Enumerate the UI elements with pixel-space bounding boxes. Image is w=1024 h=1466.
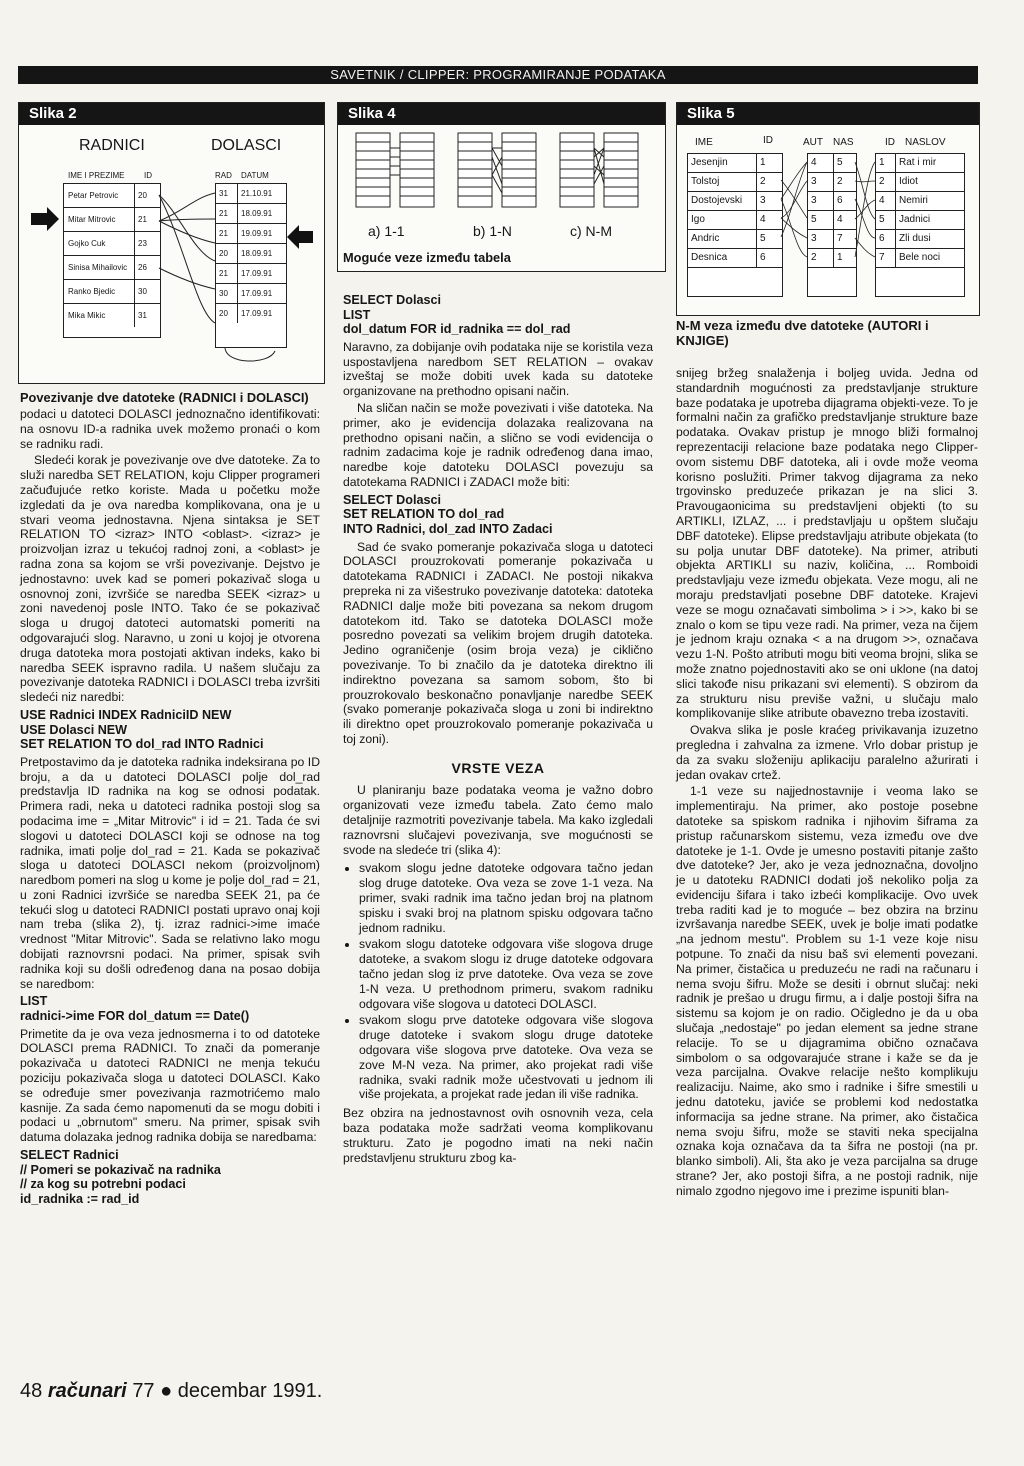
col1-code-1	[20, 708, 320, 752]
link-line	[492, 175, 502, 193]
col1-code-3	[20, 1148, 320, 1206]
cell-nas: 1	[837, 252, 843, 263]
figure-4	[337, 102, 666, 272]
figure-4-title: Slika 4	[338, 103, 665, 125]
column-3	[676, 366, 978, 1201]
column-1	[20, 390, 320, 1209]
radnici-col-id: ID	[144, 171, 152, 180]
code-line: radnici->ime FOR dol_datum == Date()	[20, 1009, 250, 1024]
code-line: id_radnika := rad_id	[20, 1191, 140, 1206]
cell-id: 5	[876, 211, 896, 229]
col2-para-5: Bez obzira na jednostavnost ovih osnovnih veza, cela baza podataka može sadržati veoma komplikovanu strukturu. Zato je pogodno imati na neki način predstavljenu strukturu zbog ka-	[343, 1106, 653, 1165]
dolasci-col-datum: DATUM	[241, 171, 269, 180]
cell-naslov: Bele noci	[899, 252, 941, 263]
figure-4-caption: Moguće veze između tabela	[343, 250, 511, 265]
cell-id: 1	[876, 154, 896, 172]
figure-2	[18, 102, 325, 384]
fig5-col-id2: ID	[885, 137, 895, 148]
cell-name: Ranko Bjedic	[64, 279, 135, 303]
page-number: 48	[20, 1380, 43, 1402]
cell-datum: 17.09.91	[238, 263, 286, 283]
col1-para-2: Sledeći korak je povezivanje ove dve datoteke. Za to služi naredba SET RELATION, koju Clipper programeri začuđujuće retko koriste. Mada u početku može izgledati da je ova naredba komplikovana, ona je u stvari veoma jednostavna. Njena sintaksa je SET RELATION TO <izraz> INTO <oblast>. <izraz> je proizvoljan izraz u tekućoj radnoj zoni, a <oblast> je radna zona sa kojom se vrši povezivanje. Dejstvo je jednostavno: uvek kad se pomeri pokazivač sloga u osnovnoj zoni, izvršiće se naredba SEEK <izraz> u zoni navedenoj posle INTO. Tako će se pokazivač sloga u drugoj datoteci automatski pomeriti na odgovarajući slog. Naravno, u zoni u kojoj je otvorena druga datoteka mora postojati aktivan indeks, kako bi naredba SEEK ispravno radila. U našem slučaju za povezivanje datoteka RADNICI i DOLASCI treba izvršiti sledeći niz naredbi:	[20, 453, 320, 705]
fig5-col-naslov: NASLOV	[905, 137, 946, 148]
cell-name: Sinisa Mihailovic	[64, 255, 135, 279]
fig5-col-ime: IME	[695, 137, 713, 148]
relation-types-list	[343, 861, 653, 1102]
cell-datum: 17.09.91	[238, 283, 286, 303]
cell-id: 2	[876, 173, 896, 191]
cell-rad: 30	[216, 283, 238, 303]
cell-naslov: Idiot	[899, 176, 918, 187]
fig5-col-nas: NAS	[833, 137, 854, 148]
col3-para-2: Ovakva slika je posle kraćeg privikavanja izuzetno pregledna i zahvalna za izmene. Vrlo dobar pristup je da za svaku složeniju aplikaciju paralelno ažurirati i jedan ovakav crtež.	[676, 723, 978, 782]
cell-name: Gojko Cuk	[64, 231, 135, 255]
code-line: USE Radnici INDEX RadniciID NEW	[20, 707, 232, 722]
cell-nas: 4	[837, 214, 843, 225]
cell-ime: Igo	[688, 211, 757, 229]
cell-rad: 20	[216, 243, 238, 263]
code-line: LIST	[343, 307, 371, 322]
cell-aut: 4	[808, 154, 834, 172]
link-line	[594, 166, 604, 184]
cell-id: 31	[135, 303, 160, 327]
code-line: // Pomeri se pokazivač na radnika	[20, 1162, 221, 1177]
col2-code-1	[343, 293, 653, 337]
page-footer	[20, 1380, 322, 1403]
col2-para-1: Naravno, za dobijanje ovih podataka nije se koristila veza uspostavljena naredbom SET RELATION – ovakav izveštaj se može dobiti uvek kada su datoteke organizovane na prethodno opisani način.	[343, 339, 653, 399]
figure-5	[676, 102, 980, 316]
figure-2-title: Slika 2	[19, 103, 324, 125]
cell-ime: Desnica	[688, 249, 757, 267]
col1-para-1: podaci u datoteci DOLASCI jednoznačno identifikovati: na osnovu ID-a radnika uvek možemo pronaći o kom se radniku radi.	[20, 407, 320, 451]
cell-naslov: Zli dusi	[899, 233, 931, 244]
list-item: • svakom slogu jedne datoteke odgovara tačno jedan slog druge datoteke. Ova veza se zove 1-1 veza. Na primer, svaki radnik ima tačno jedan broj na platnom spisku i svaki broj na platnom spisku odgovara tačno jednom radniku.	[359, 861, 653, 935]
cell-id: 3	[760, 195, 766, 206]
cell-rad: 20	[216, 303, 238, 323]
cell-name: Petar Petrovic	[64, 183, 135, 207]
cell-ime: Jesenjin	[688, 154, 757, 172]
cell-aut: 3	[808, 230, 834, 248]
cell-naslov: Jadnici	[899, 214, 931, 225]
issue-number: 77	[132, 1380, 155, 1402]
cell-rad: 31	[216, 183, 238, 203]
code-line: SELECT Dolasci	[343, 492, 441, 507]
code-line: SET RELATION TO dol_rad	[343, 507, 505, 522]
cell-naslov: Nemiri	[899, 195, 928, 206]
code-line: SELECT Radnici	[20, 1148, 119, 1163]
cell-id: 30	[135, 279, 160, 303]
code-line: dol_datum FOR id_radnika == dol_rad	[343, 322, 571, 337]
cell-datum: 18.09.91	[238, 203, 286, 223]
cell-id: 2	[760, 176, 766, 187]
cell-aut: 3	[808, 192, 834, 210]
cell-nas: 6	[837, 195, 843, 206]
code-line: SET RELATION TO dol_rad INTO Radnici	[20, 737, 264, 752]
cell-id: 20	[135, 183, 160, 207]
cell-nas: 2	[837, 176, 843, 187]
code-line: USE Dolasci NEW	[20, 722, 128, 737]
col2-para-4: U planiranju baze podataka veoma je važno dobro organizovati veze između tabela. Zato ćemo malo detaljnije razmotriti povezivanje tabela. Ma kako izgledali raznovrsni slučajevi povezivanja, sve mogućnosti se svode na sledeće tri (slika 4):	[343, 783, 653, 857]
cell-datum: 19.09.91	[238, 223, 286, 243]
figure-2-links	[19, 103, 324, 383]
col2-para-2: Na sličan način se može povezivati i više datoteka. Na primer, ako je evidencija dolazaka realizovana na prethodno opisani način, a slično se vodi evidencija o radnim zadacima koje je radnik određenog dana imao, naredbe koje datoteku DOLASCI povezuju sa datotekama RADNICI i ZADACI može biti:	[343, 400, 653, 489]
cell-id: 1	[760, 157, 766, 168]
cell-id: 5	[760, 233, 766, 244]
cell-datum: 18.09.91	[238, 243, 286, 263]
figure-2-caption: Povezivanje dve datoteke (RADNICI i DOLASCI)	[20, 390, 309, 405]
col3-para-1: snijeg bržeg snalaženja i boljeg uvida. Jedna od standardnih mogućnosti za predstavljanje strukture baze podataka je upotreba dijagrama objekti-veze. To je formalni način za grafičko predstavljanje strukture baze podataka. Ovakav pristup je mnogo bliži formalnoj reprezentaciji relacione baze podataka nego Clipper-ovom sistemu DBF datoteka, ali i ovde može veoma korisno poslužiti. Primer takvog dijagrama za neko trgovinsko preduzeće prikazan je na slici 3. Pravougaonicima su predstavljeni objekti (to su ARTIKLI, IZLAZ, ... i predstavljaju u opštem slučaju DBF datoteke). Elipse predstavljaju atribute objekata (to su polja unutar DBF datoteke). Na primer, atributi objekta ARTIKLI su naziv, količina, ... Romboidi predstavljaju veze između objekata. Veze mogu, ali ne moraju predstavljati posebne DBF datoteke. Krajevi veze se mogu označavati simbolima > i >>, kako bi se znalo o kom se tipu veze radi. Na primer, veza na čijem je jednom kraju oznaka < a na drugom >>, označava vezu 1-N. Pošto atributi mogu biti veoma brojni, slika se može znatno pojednostaviti ako se oni uklone (na datoj slici takođe nisu prikazani svi elementi). S obzirom da za strukturu nisu previše važni, u slučaju malo komplikovanije slike atribute obavezno treba izostaviti.	[676, 366, 978, 721]
cell-nas: 7	[837, 233, 843, 244]
fig4-label-a: a) 1-1	[368, 223, 405, 239]
col1-para-4: Primetite da je ova veza jednosmerna i to od datoteke DOLASCI prema RADNICI. To znači da pomeranje pokazivača u datoteci RADNICI ne menja tekuću poziciju pokazivača sloga u datoteci DOLASCI. Kako se određuje smer povezivanja razmotrićemo malo kasnije. Za sada ćemo napomenuti da se mogu dobiti i podaci u „obrnutom" smeru. Na primer, spisak svih datuma dolazaka jednog radnika dobija se naredbama:	[20, 1026, 320, 1145]
cell-id: 6	[876, 230, 896, 248]
cell-datum: 17.09.91	[238, 303, 286, 323]
cell-rad: 21	[216, 263, 238, 283]
list-item: • svakom slogu datoteke odgovara više slogova druge datoteke, a svakom slogu iz druge datoteke odgovara tačno jedan slog iz prve datoteke. Ova veza se zove 1-N veza. U prethodnom primeru, svakom radniku odgovara više slogova u datoteci DOLASCI.	[359, 937, 653, 1011]
column-2	[343, 290, 653, 1167]
cell-datum: 21.10.91	[238, 183, 286, 203]
cell-name: Mitar Mitrovic	[64, 207, 135, 231]
code-line: SELECT Dolasci	[343, 293, 441, 307]
dolasci-col-rad: RAD	[215, 171, 232, 180]
cell-naslov: Rat i mir	[899, 157, 937, 168]
cell-id: 23	[135, 231, 160, 255]
bullet-icon: ●	[160, 1380, 173, 1402]
section-heading: VRSTE VEZA	[451, 759, 545, 776]
radnici-col-name: IME I PREZIME	[68, 171, 125, 180]
issue-date: decembar 1991.	[177, 1380, 323, 1402]
list-item: • svakom slogu prve datoteke odgovara više slogova druge datoteke i svakom slogu druge datoteke odgovara više slogova prve datoteke. Ova veza se zove M-N veza. Na primer, ako projekat radi više radnika, svaki radnik može učestvovati u jednom ili više projekata, a projekat rade jedan ili više radnika.	[359, 1013, 653, 1102]
cell-id: 21	[135, 207, 160, 231]
code-line: INTO Radnici, dol_zad INTO Zadaci	[343, 521, 553, 536]
running-header: SAVETNIK / CLIPPER: PROGRAMIRANJE PODATAKA	[18, 66, 978, 84]
cell-ime: Dostojevski	[688, 192, 757, 210]
cell-aut: 5	[808, 211, 834, 229]
cell-id: 26	[135, 255, 160, 279]
col1-para-3: Pretpostavimo da je datoteka radnika indeksirana po ID broju, a da u datoteci DOLASCI polje dol_rad predstavlja ID radnika na kog se odnosi podatak. Primera radi, neka u datoteci radnika postoji slog sa podacima ime = „Mitar Mitrovic" i id = 21. Tada će svi slogovi u datoteci DOLASCI koji se odnose na tog radnika, imati polje dol_rad = 21. Kada se pokazivač sloga u datoteci DOLASCI nekom (proizvoljnom) naredbom pomeri na slog u kome je polje dol_rad = 21, u zoni Radnici izvršiće se naredba SEEK 21, pa će tekući slog u datoteci RADNICI postati upravo onaj koji nam treba (slika 2), tj. izraz radnici->ime imaće vrednost "Mitar Mitrovic". Sada se relativno lako mogu dobijati raznovrsni podaci. Na primer, spisak svih radnika koji su došli određenog dana na posao dobija se naredbom:	[20, 754, 320, 991]
arrow-left-icon	[287, 225, 313, 249]
cell-ime: Andric	[688, 230, 757, 248]
figure-4-diagrams	[338, 127, 665, 227]
fig4-label-b: b) 1-N	[473, 223, 512, 239]
cell-aut: 2	[808, 249, 834, 267]
col2-code-2	[343, 493, 653, 537]
magazine-logo: računari	[47, 1380, 127, 1402]
fig5-col-aut: AUT	[803, 137, 823, 148]
code-line: // za kog su potrebni podaci	[20, 1177, 186, 1192]
figure-5-title: Slika 5	[677, 103, 979, 125]
col3-para-3: 1-1 veze su najjednostavnije i veoma lako se implementiraju. Na primer, ako postoje posebne datoteke sa spiskom radnika i njihovim šiframa za pristup računarskom sistemu, veza između ove dve datoteke je 1-1. Ovde je umesno postaviti pitanje zašto dve datoteke? Jer, ako je veza jednoznačna, dovoljno je u datoteku RADNICI dodati još nekoliko polja za evidenciju šifara i tako izbeći komplikacije. Ovo uvek treba raditi kad je to moguće – bez obzira na brzinu izvršavanja naredbe SEEK, uvek je bolje imati podatke „na jednom mestu". Problem su 1-1 veze koje nisu potpune. To znači da nisu baš svi elementi povezani. Na primer, čistačica u preduzeću ne radi na računaru i nema svoju šifru. Može se desiti i obrnut slučaj: neki radnik je prešao u drugu firmu, a i dalje postoji šifra na sistemu sa kojom je on radio. Očigledno je da u oba slučaja „nedostaje" po jedan element sa jedne strane relacije. To se u dijagramima obično označava simbolom o sa odgovarajuće strane i kaže se da je veza parcijalna. Ovakve relacije nešto komplikuju realizaciju. Naime, ako smo i radnike i šifre smestili u jednu datoteku, javiće se problemi kod nedostatka informacija sa jedne strane. Na primer, ako čistačica nema svoju šifru, može se staviti neka specijalna oznaka koja označava da ta šifra ne postoji (na pr. blanko simboli). Ali, šta ako je veza parcijalna sa druge strane? Jer, ako postoji šifra, a ne postoji radnik, nije nimalo zgodno njegovo ime i prezime ispuniti blan-	[676, 784, 978, 1198]
col2-para-3: Sad će svako pomeranje pokazivača sloga u datoteci DOLASCI prouzrokovati pomeranje pokazivača u datotekama RADNICI i ZADACI. Ne postoji nikakva prepreka ni za višestruko povezivanje datoteka: datoteka RADNICI dalje može biti povezana sa nekom drugom datotekom itd. Tako se datoteka DOLASCI može posredno povezati sa velikim brojem drugih datoteka. Jedino ograničenje (osim broja veza) je ciklično povezivanje. To bi značilo da je datoteka direktno ili indirektno povezana sa samom sobom, što bi prouzrokovalo beskonačno ponavljanje naredbe SEEK (svako pomeranje pokazivača sloga u zoni bi indirektno ili direktno opet prouzrokovalo pomeranje pokazivača u toj zoni).	[343, 539, 653, 746]
fig5-col-id: ID	[763, 135, 773, 146]
cell-id: 6	[760, 252, 766, 263]
link-line	[492, 148, 502, 166]
figure-5-links	[677, 103, 979, 315]
cell-aut: 3	[808, 173, 834, 191]
cell-name: Mika Mikic	[64, 303, 135, 327]
col1-code-2	[20, 994, 320, 1023]
cell-rad: 21	[216, 203, 238, 223]
cell-id: 4	[876, 192, 896, 210]
cell-ime: Tolstoj	[688, 173, 757, 191]
cell-nas: 5	[837, 157, 843, 168]
dolasci-heading: DOLASCI	[211, 137, 282, 154]
figure-5-caption-text: N-M veza između dve datoteke (AUTORI i KNJIGE)	[676, 318, 929, 348]
cell-id: 4	[760, 214, 766, 225]
radnici-heading: RADNICI	[79, 137, 145, 154]
link-line	[492, 157, 502, 184]
cell-rad: 21	[216, 223, 238, 243]
arrow-right-icon	[31, 207, 59, 231]
fig4-label-c: c) N-M	[570, 223, 612, 239]
cell-id: 7	[876, 249, 896, 267]
code-line: LIST	[20, 994, 48, 1009]
figure-5-caption	[676, 318, 978, 348]
